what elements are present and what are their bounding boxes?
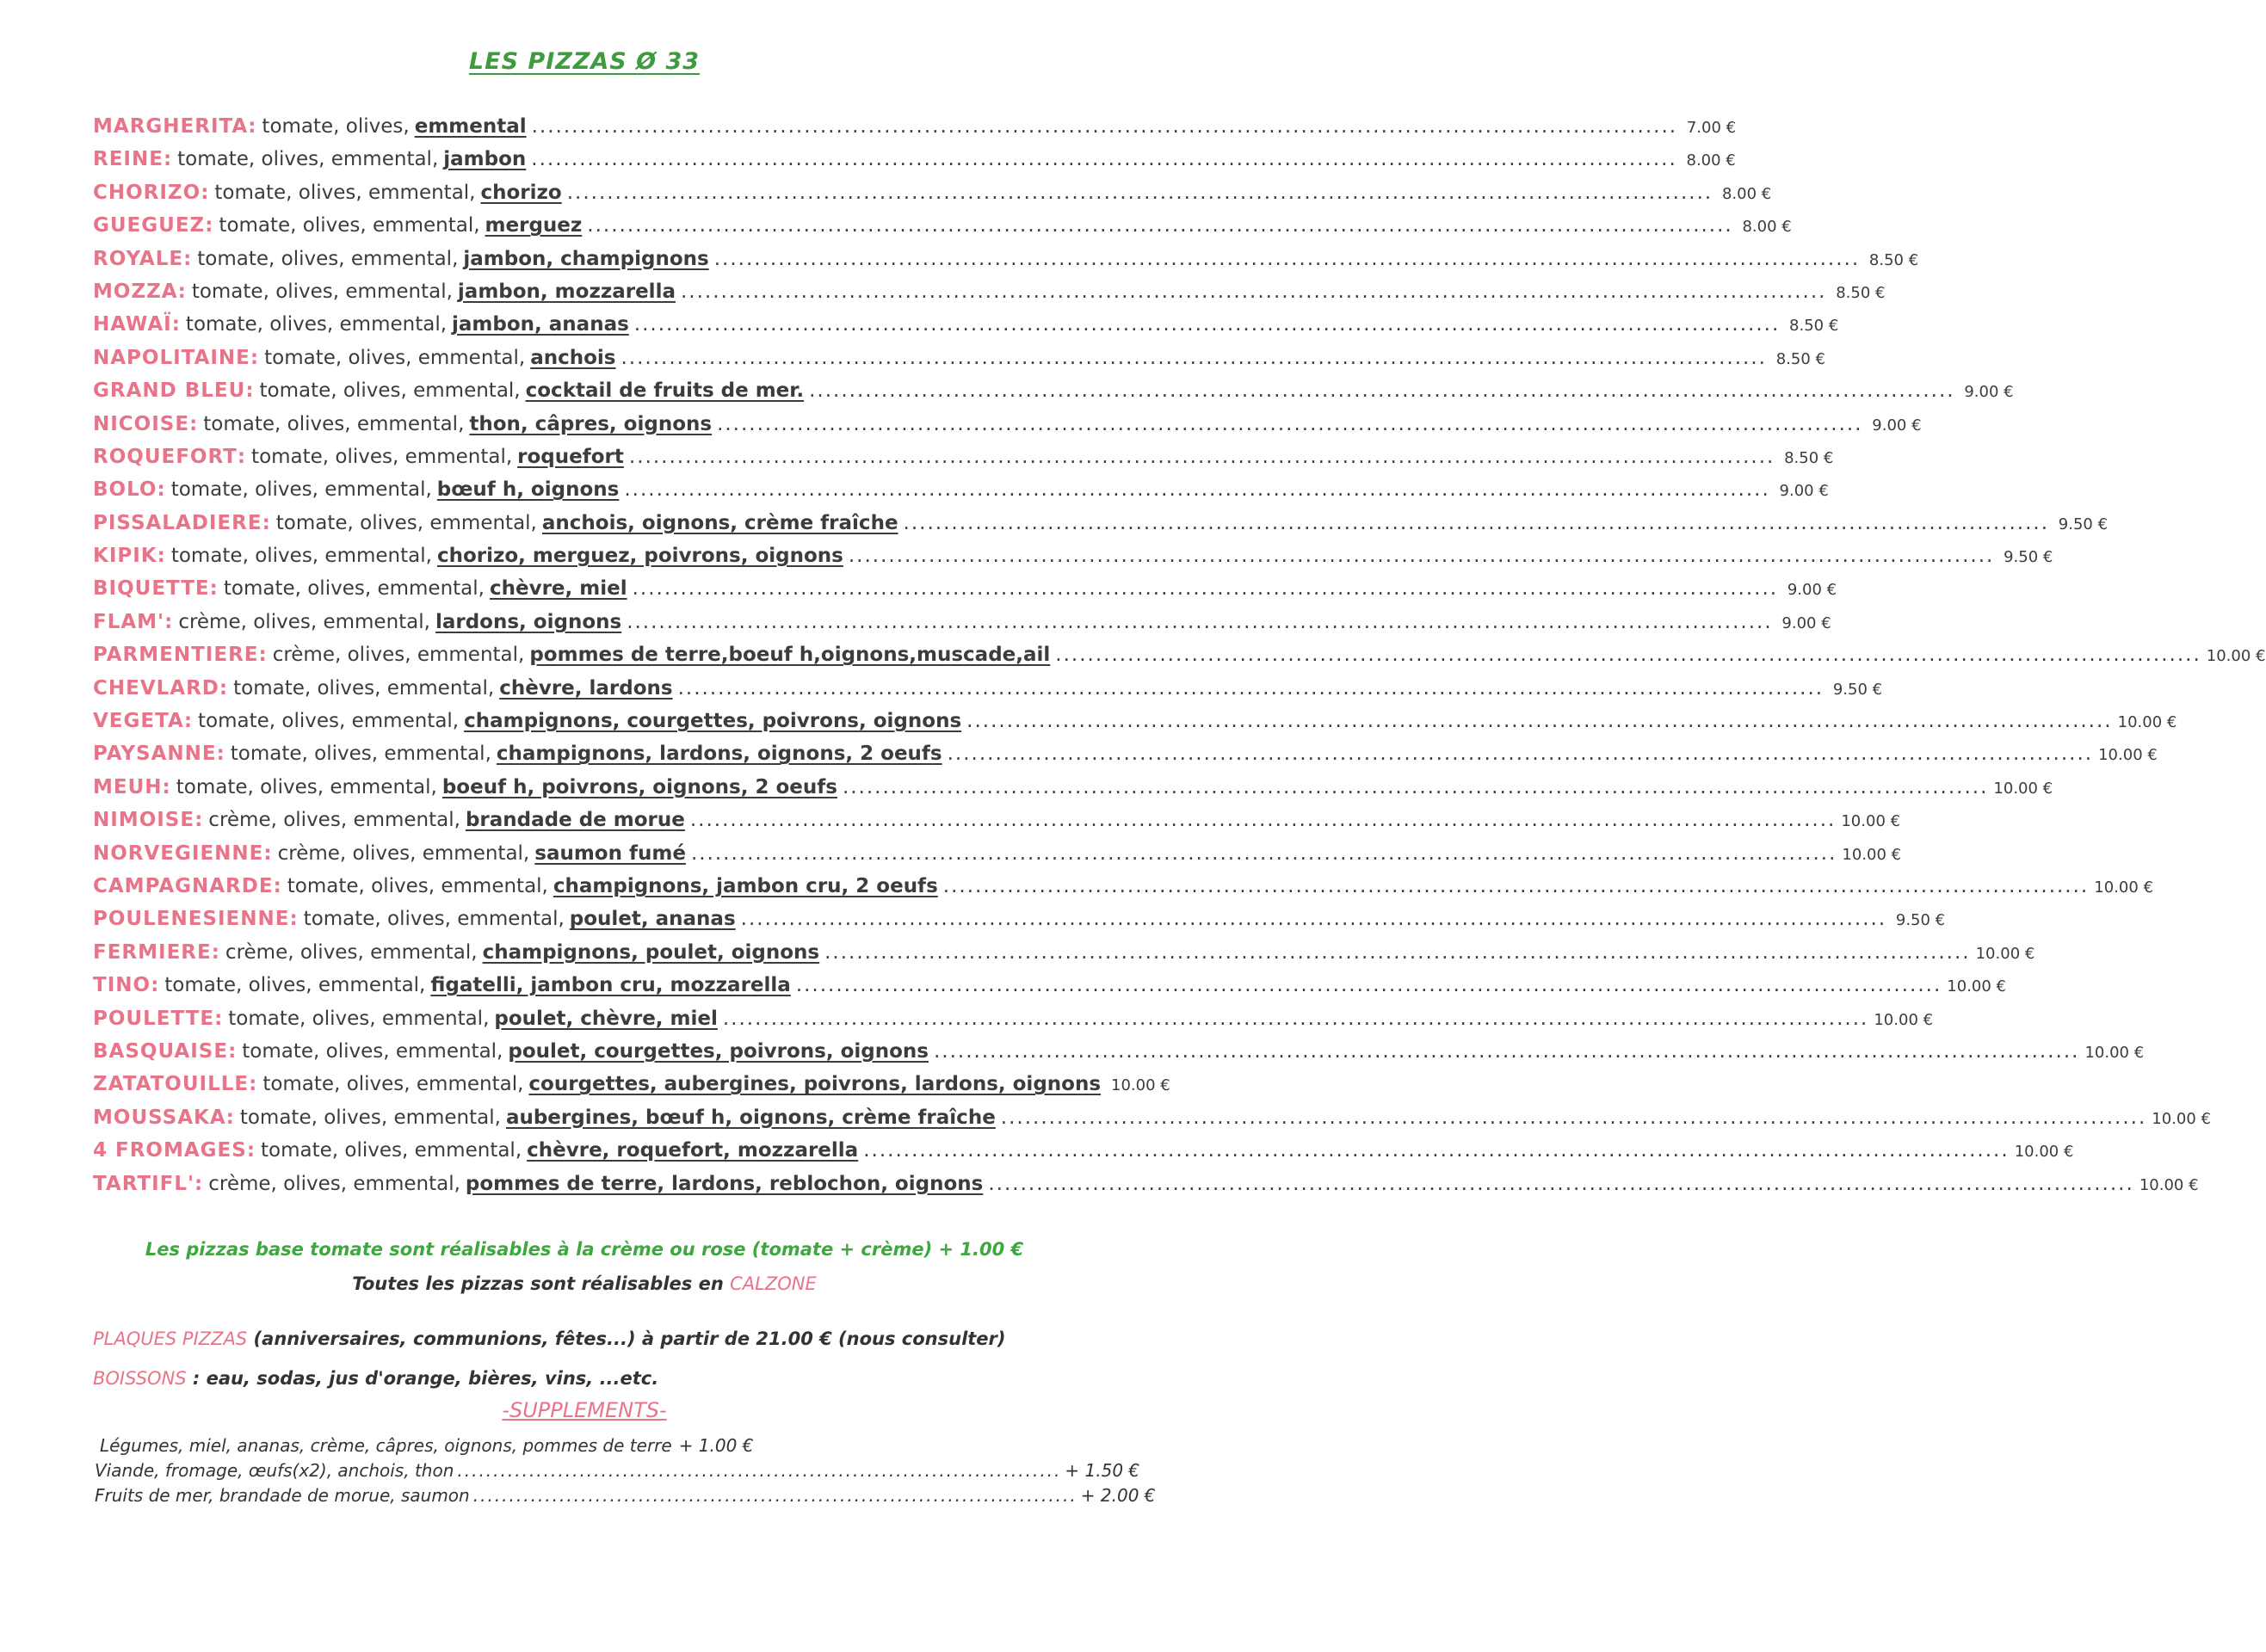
pizza-separator: :	[151, 974, 159, 997]
pizza-row	[93, 545, 2053, 577]
dot-leader	[741, 908, 1886, 930]
pizza-name: KIPIK	[93, 545, 157, 568]
plaques-label: PLAQUES PIZZAS	[93, 1328, 248, 1349]
pizza-price: 7.00 €	[1686, 119, 1737, 137]
pizza-name: BOLO	[93, 478, 157, 502]
pizza-row	[93, 974, 2007, 1007]
pizza-name: MEUH	[93, 775, 163, 798]
dot-leader	[863, 1139, 2009, 1162]
dot-leader	[843, 776, 1988, 798]
pizza-name: BIQUETTE	[93, 577, 210, 601]
pizza-separator: :	[171, 313, 180, 336]
pizza-base-ingredients: tomate, olives, emmental,	[261, 1139, 522, 1162]
pizza-base-ingredients: tomate, olives, emmental,	[303, 908, 565, 931]
pizza-base-ingredients: crème, olives, emmental,	[208, 1172, 460, 1195]
pizza-row	[93, 710, 2177, 743]
pizza-base-ingredients: tomate, olives, emmental,	[259, 379, 521, 403]
pizza-row	[93, 775, 2053, 809]
pizza-base-ingredients: tomate, olives, emmental,	[203, 412, 465, 435]
pizza-price: 9.00 €	[1872, 416, 1922, 435]
pizza-name: FLAM'	[93, 610, 165, 633]
pizza-price: 10.00 €	[2206, 647, 2266, 666]
pizza-separator: :	[183, 710, 193, 733]
pizza-extra-ingredients: courgettes, aubergines, poivrons, lardons, oignons	[528, 1073, 1102, 1096]
pizza-price: 9.00 €	[1787, 581, 1837, 600]
pizza-separator: :	[163, 148, 172, 171]
pizza-separator: :	[157, 545, 165, 568]
pizza-row	[93, 644, 2266, 676]
pizza-price: 9.00 €	[1781, 613, 1831, 632]
pizza-price: 9.00 €	[1779, 482, 1829, 501]
pizza-price: 10.00 €	[1874, 1010, 1934, 1029]
pizza-price: 10.00 €	[2117, 713, 2177, 732]
pizza-row	[93, 181, 1772, 214]
boissons-text: : eau, sodas, jus d'orange, bières, vins, ...etc.	[192, 1368, 659, 1389]
pizza-row	[93, 214, 1792, 247]
pizza-name: NICOISE	[93, 412, 190, 435]
pizza-separator: :	[183, 247, 192, 270]
pizza-row	[93, 743, 2158, 775]
pizza-price: 10.00 €	[2098, 746, 2158, 765]
pizza-name: CHORIZO	[93, 181, 201, 204]
pizza-row	[93, 412, 1922, 446]
dot-leader	[809, 379, 1954, 402]
boissons-label: BOISSONS	[93, 1368, 187, 1389]
pizza-base-ingredients: tomate, olives, emmental,	[287, 874, 548, 897]
pizza-row	[93, 1039, 2145, 1073]
pizza-name: 4 FROMAGES	[93, 1139, 247, 1162]
dot-leader	[717, 413, 1862, 435]
pizza-price: 10.00 €	[2152, 1109, 2211, 1128]
pizza-extra-ingredients: jambon	[443, 148, 527, 171]
pizza-extra-ingredients: chèvre, lardons	[499, 676, 673, 700]
dot-leader	[627, 611, 1772, 633]
pizza-base-ingredients: tomate, olives, emmental,	[228, 1007, 490, 1030]
pizza-name: PAYSANNE	[93, 743, 217, 766]
pizza-name: MOUSSAKA	[93, 1106, 226, 1129]
pizza-extra-ingredients: champignons, poulet, oignons	[482, 940, 820, 964]
pizza-row	[93, 379, 2014, 412]
supplement-row	[95, 1485, 1156, 1506]
pizza-name: GRAND BLEU	[93, 379, 246, 403]
pizza-extra-ingredients: pommes de terre, lardons, reblochon, oignons	[465, 1172, 984, 1195]
pizza-row	[93, 577, 1837, 610]
notes-section	[0, 1239, 1169, 1310]
pizza-extra-ingredients: cocktail de fruits de mer.	[525, 379, 805, 403]
pizza-name: GUEGUEZ	[93, 214, 206, 237]
dot-leader	[473, 1485, 1077, 1506]
dot-leader	[681, 280, 1826, 303]
pizza-base-ingredients: tomate, olives, emmental,	[239, 1106, 501, 1129]
pizza-base-ingredients: crème, olives, emmental,	[272, 644, 525, 667]
dot-leader	[457, 1460, 1061, 1481]
pizza-row	[93, 1073, 1170, 1106]
calzone-note	[0, 1273, 1169, 1310]
pizza-name: ROQUEFORT	[93, 445, 238, 468]
pizza-name: TARTIFL'	[93, 1172, 195, 1195]
pizza-row	[93, 115, 1737, 148]
pizza-extra-ingredients: emmental	[414, 115, 527, 138]
dot-leader	[966, 710, 2112, 732]
supplement-label: Légumes, miel, ananas, crème, câpres, oignons, pommes de terre	[100, 1435, 672, 1456]
pizza-separator: :	[245, 379, 254, 403]
pizza-row	[93, 280, 1886, 313]
pizza-separator: :	[262, 511, 270, 534]
pizza-base-ingredients: tomate, olives, emmental,	[219, 214, 480, 237]
pizza-separator: :	[225, 1106, 234, 1129]
pizza-base-ingredients: tomate, olives, emmental,	[170, 478, 432, 502]
supplements-title: -SUPPLEMENTS-	[502, 1398, 667, 1422]
plaques-note	[93, 1328, 1006, 1349]
pizza-name: MOZZA	[93, 280, 178, 303]
pizza-price: 8.50 €	[1836, 283, 1886, 302]
pizza-name: BASQUAISE	[93, 1039, 229, 1063]
dot-leader	[943, 875, 2089, 897]
pizza-base-ingredients: tomate, olives, emmental,	[275, 511, 537, 534]
pizza-base-ingredients: crème, olives, emmental,	[277, 841, 530, 865]
pizza-row	[93, 346, 1825, 379]
pizza-row	[93, 1007, 1934, 1040]
pizza-base-ingredients: crème, olives, emmental,	[208, 809, 460, 832]
plaques-text: (anniversaires, communions, fêtes...) à partir de 21.00 € (nous consulter)	[253, 1328, 1006, 1349]
pizza-name: PARMENTIERE	[93, 644, 259, 667]
pizza-base-ingredients: tomate, olives, emmental,	[164, 974, 426, 997]
pizza-name: FERMIERE	[93, 940, 212, 964]
pizza-base-ingredients: tomate, olives, emmental,	[262, 1073, 524, 1096]
pizza-base-ingredients: tomate, olives, emmental,	[198, 710, 460, 733]
pizza-price: 10.00 €	[2139, 1175, 2199, 1194]
calzone-word: CALZONE	[730, 1273, 817, 1294]
pizza-price: 10.00 €	[1975, 944, 2035, 963]
pizza-separator: :	[250, 346, 259, 369]
pizza-row	[93, 148, 1736, 181]
dot-leader	[690, 809, 1836, 831]
pizza-name: VEGETA	[93, 710, 184, 733]
pizza-extra-ingredients: champignons, lardons, oignons, 2 oeufs	[496, 743, 942, 766]
pizza-price: 8.50 €	[1775, 349, 1825, 368]
dot-leader	[988, 1173, 2133, 1195]
pizza-separator: :	[189, 412, 198, 435]
supplement-price: + 1.50 €	[1065, 1460, 1140, 1481]
pizza-extra-ingredients: aubergines, bœuf h, oignons, crème fraîche	[505, 1106, 996, 1129]
pizza-extra-ingredients: merguez	[485, 214, 583, 237]
pizza-base-ingredients: tomate, olives, emmental,	[242, 1039, 503, 1063]
pizza-name: NORVEGIENNE	[93, 841, 264, 865]
boissons-note	[93, 1368, 658, 1389]
dot-leader	[904, 512, 2049, 534]
pizza-price: 10.00 €	[1841, 812, 1901, 831]
dot-leader	[1001, 1106, 2146, 1129]
pizza-base-ingredients: tomate, olives, emmental,	[230, 743, 491, 766]
pizza-row	[93, 445, 1834, 478]
pizza-extra-ingredients: anchois, oignons, crème fraîche	[541, 511, 898, 534]
pizza-row	[93, 874, 2153, 908]
pizza-separator: :	[164, 610, 173, 633]
pizza-separator: :	[246, 1139, 256, 1162]
pizza-extra-ingredients: champignons, jambon cru, 2 oeufs	[553, 874, 938, 897]
dot-leader	[948, 743, 2093, 765]
pizza-row	[93, 610, 1831, 644]
dot-leader	[796, 974, 1942, 996]
dot-leader	[587, 214, 1732, 237]
pizza-row	[93, 478, 1829, 511]
pizza-extra-ingredients: champignons, courgettes, poivrons, oignons	[464, 710, 962, 733]
pizza-name: POULETTE	[93, 1007, 215, 1030]
supplement-price: + 2.00 €	[1080, 1485, 1156, 1506]
pizza-row	[93, 1139, 2074, 1172]
pizza-price: 10.00 €	[2094, 878, 2153, 897]
base-note: Les pizzas base tomate sont réalisables à la crème ou rose (tomate + crème) + 1.00 €	[145, 1239, 1024, 1260]
pizza-price: 9.50 €	[2058, 515, 2109, 533]
calzone-prefix: Toutes les pizzas sont réalisables en	[352, 1273, 724, 1294]
pizza-base-ingredients: tomate, olives, emmental,	[176, 775, 437, 798]
dot-leader	[621, 347, 1767, 369]
pizza-base-ingredients: tomate, olives, emmental,	[233, 676, 495, 700]
pizza-row	[93, 676, 1883, 710]
pizza-base-ingredients: tomate, olives, emmental,	[170, 545, 432, 568]
pizza-base-ingredients: tomate, olives, emmental,	[191, 280, 453, 303]
pizza-base-ingredients: tomate, olives, emmental,	[177, 148, 439, 171]
dot-leader	[629, 446, 1775, 468]
pizza-separator: :	[209, 577, 218, 601]
pizza-extra-ingredients: poulet, chèvre, miel	[494, 1007, 718, 1030]
supplement-label: Viande, fromage, œufs(x2), anchois, thon	[95, 1460, 454, 1481]
dot-leader	[532, 115, 1677, 138]
pizza-price: 9.50 €	[1832, 680, 1883, 699]
pizza-separator: :	[273, 874, 281, 897]
pizza-base-ingredients: crème, olives, emmental,	[225, 940, 478, 964]
pizza-separator: :	[157, 478, 165, 502]
pizza-separator: :	[228, 1039, 237, 1063]
pizza-name: PISSALADIERE	[93, 511, 262, 534]
pizza-row	[93, 1172, 2199, 1205]
dot-leader	[633, 577, 1778, 600]
pizza-separator: :	[162, 775, 170, 798]
pizza-price: 10.00 €	[1842, 845, 1902, 864]
pizza-separator: :	[177, 280, 186, 303]
dot-leader	[934, 1040, 2079, 1063]
pizza-separator: :	[214, 1007, 223, 1030]
dot-leader	[1055, 644, 2201, 666]
pizza-price: 8.50 €	[1784, 448, 1834, 467]
pizza-extra-ingredients: poulet, ananas	[569, 908, 736, 931]
pizza-price: 8.50 €	[1789, 317, 1839, 336]
pizza-row	[93, 809, 1901, 841]
pizza-separator: :	[237, 445, 246, 468]
pizza-list	[93, 115, 2266, 1205]
pizza-row	[93, 247, 1919, 280]
pizza-price: 8.00 €	[1721, 184, 1772, 203]
pizza-name: REINE	[93, 148, 164, 171]
pizza-separator: :	[211, 940, 219, 964]
supplement-label: Fruits de mer, brandade de morue, saumon	[95, 1485, 470, 1506]
pizza-extra-ingredients: boeuf h, poivrons, oignons, 2 oeufs	[441, 775, 837, 798]
pizza-extra-ingredients: pommes de terre,boeuf h,oignons,muscade,ail	[529, 644, 1051, 667]
pizza-separator: :	[219, 676, 228, 700]
pizza-separator: :	[258, 644, 267, 667]
pizza-extra-ingredients: jambon, ananas	[452, 313, 629, 336]
pizza-name: POULENESIENNE	[93, 908, 290, 931]
pizza-name: CHEVLARD	[93, 676, 219, 700]
pizza-price: 10.00 €	[1993, 779, 2053, 798]
pizza-price: 9.00 €	[1964, 383, 2014, 402]
pizza-price: 10.00 €	[1947, 977, 2007, 996]
dot-leader	[824, 941, 1970, 964]
pizza-separator: :	[205, 214, 213, 237]
pizza-extra-ingredients: chorizo, merguez, poivrons, oignons	[436, 545, 843, 568]
pizza-extra-ingredients: anchois	[530, 346, 616, 369]
pizza-row	[93, 1106, 2211, 1139]
pizza-extra-ingredients: figatelli, jambon cru, mozzarella	[430, 974, 791, 997]
pizza-separator: :	[201, 181, 209, 204]
pizza-name: ZATATOUILLE	[93, 1073, 250, 1096]
pizza-extra-ingredients: lardons, oignons	[435, 610, 622, 633]
pizza-price: 8.00 €	[1742, 218, 1792, 237]
dot-leader	[567, 182, 1713, 204]
pizza-row	[93, 511, 2109, 545]
dot-leader	[849, 545, 1994, 567]
menu-title: LES PIZZAS Ø 33	[468, 48, 701, 75]
pizza-price: 8.50 €	[1868, 250, 1919, 269]
pizza-extra-ingredients: bœuf h, oignons	[436, 478, 620, 502]
pizza-base-ingredients: tomate, olives,	[262, 115, 410, 138]
pizza-base-ingredients: tomate, olives, emmental,	[197, 247, 459, 270]
pizza-price: 9.50 €	[2004, 548, 2053, 567]
pizza-base-ingredients: tomate, olives, emmental,	[185, 313, 448, 336]
pizza-extra-ingredients: poulet, courgettes, poivrons, oignons	[508, 1039, 929, 1063]
dot-leader	[678, 677, 1824, 700]
pizza-base-ingredients: crème, olives, emmental,	[178, 610, 430, 633]
pizza-row	[93, 940, 2035, 974]
pizza-base-ingredients: tomate, olives, emmental,	[214, 181, 476, 204]
pizza-price: 10.00 €	[2084, 1043, 2145, 1062]
pizza-separator: :	[263, 841, 272, 865]
pizza-name: NAPOLITAINE	[93, 346, 250, 369]
supplement-row	[95, 1460, 1140, 1481]
pizza-extra-ingredients: roquefort	[517, 445, 624, 468]
pizza-separator: :	[216, 743, 225, 766]
pizza-price: 9.50 €	[1895, 911, 1946, 930]
pizza-name: CAMPAGNARDE	[93, 874, 274, 897]
pizza-price: 10.00 €	[2014, 1143, 2074, 1162]
pizza-row	[93, 908, 1946, 940]
pizza-name: ROYALE	[93, 247, 184, 270]
dot-leader	[624, 478, 1769, 501]
pizza-extra-ingredients: jambon, mozzarella	[457, 280, 676, 303]
pizza-extra-ingredients: jambon, champignons	[463, 247, 709, 270]
pizza-extra-ingredients: chèvre, miel	[489, 577, 627, 601]
pizza-row	[93, 841, 1902, 875]
pizza-base-ingredients: tomate, olives, emmental,	[264, 346, 526, 369]
supplement-price: + 1.00 €	[678, 1435, 754, 1456]
pizza-separator: :	[289, 908, 298, 931]
dot-leader	[531, 148, 1676, 170]
dot-leader	[634, 313, 1780, 336]
dot-leader	[714, 248, 1860, 270]
pizza-name: MARGHERITA	[93, 115, 249, 138]
pizza-separator: :	[194, 1172, 203, 1195]
dot-leader	[723, 1008, 1868, 1030]
pizza-extra-ingredients: chèvre, roquefort, mozzarella	[527, 1139, 859, 1162]
pizza-extra-ingredients: thon, câpres, oignons	[469, 412, 713, 435]
pizza-extra-ingredients: chorizo	[480, 181, 562, 204]
pizza-price: 10.00 €	[1111, 1076, 1170, 1095]
pizza-price: 8.00 €	[1686, 151, 1736, 170]
supplement-row	[100, 1435, 754, 1456]
pizza-name: NIMOISE	[93, 809, 195, 832]
dot-leader	[691, 842, 1837, 865]
pizza-separator: :	[194, 809, 203, 832]
pizza-base-ingredients: tomate, olives, emmental,	[223, 577, 485, 601]
pizza-base-ingredients: tomate, olives, emmental,	[251, 445, 513, 468]
pizza-row	[93, 313, 1839, 346]
pizza-separator: :	[249, 1073, 257, 1096]
pizza-extra-ingredients: brandade de morue	[465, 809, 685, 832]
pizza-extra-ingredients: saumon fumé	[534, 841, 686, 865]
pizza-separator: :	[248, 115, 256, 138]
pizza-name: TINO	[93, 974, 151, 997]
pizza-name: HAWAÏ	[93, 313, 172, 336]
